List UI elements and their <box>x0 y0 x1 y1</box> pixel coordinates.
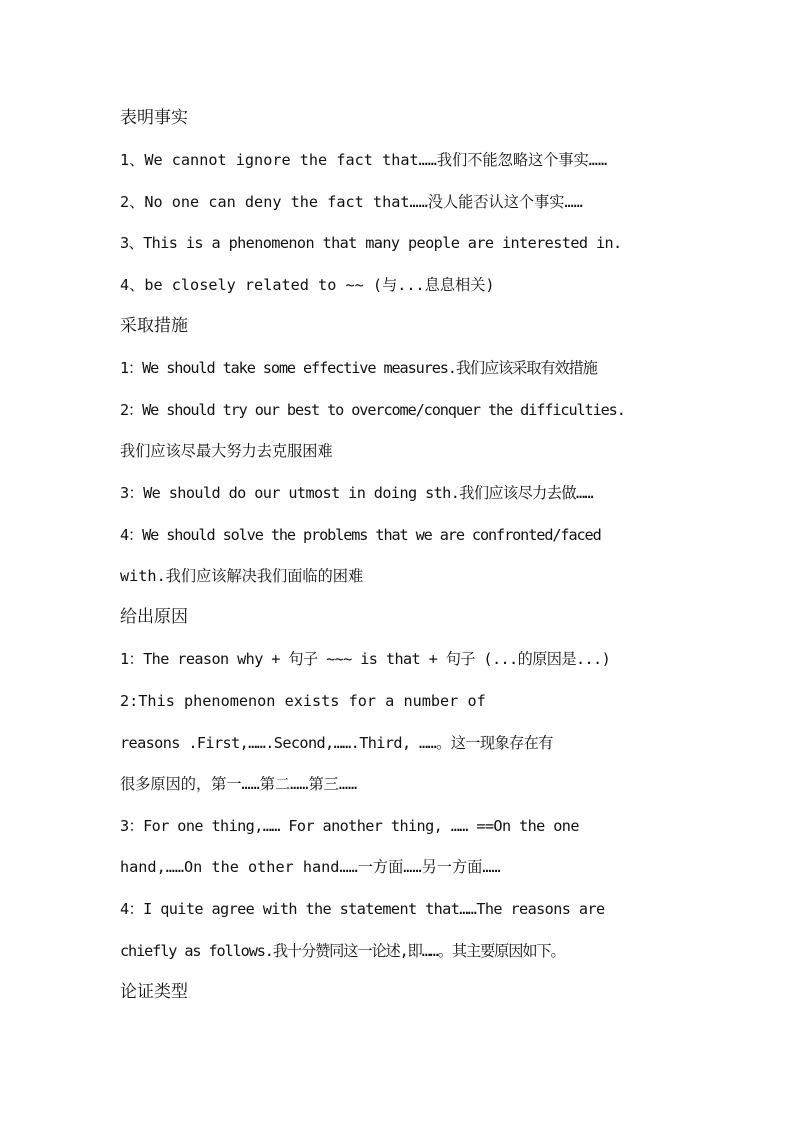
text-line: 2、No one can deny the fact that……没人能否认这个事实…… <box>120 193 583 211</box>
text-line: 4：We should solve the problems that we are confronted/faced <box>120 526 601 544</box>
text-line: hand,……On the other hand……一方面……另一方面…… <box>120 858 501 876</box>
section-heading: 论证类型 <box>120 982 188 1002</box>
section-heading: 采取措施 <box>120 316 188 336</box>
text-line: 3、This is a phenomenon that many people are interested in. <box>120 234 622 252</box>
text-line: 3：For one thing,…… For another thing, …… ==On the one <box>120 817 579 835</box>
text-line: 1：We should take some effective measures.我们应该采取有效措施 <box>120 359 597 377</box>
text-line: 4、be closely related to ~~ (与...息息相关) <box>120 276 495 294</box>
text-line: 2：We should try our best to overcome/conquer the difficulties. <box>120 401 625 419</box>
text-line: reasons .First,…….Second,…….Third, ……。这一现象存在有 <box>120 734 553 752</box>
text-line: 3：We should do our utmost in doing sth.我们应该尽力去做…… <box>120 484 594 502</box>
text-line: 1、We cannot ignore the fact that……我们不能忽略这个事实…… <box>120 151 608 169</box>
text-line: 4：I quite agree with the statement that……The reasons are <box>120 900 605 918</box>
section-heading: 给出原因 <box>120 607 188 627</box>
text-line: with.我们应该解决我们面临的困难 <box>120 567 364 585</box>
text-line: chiefly as follows.我十分赞同这一论述,即……。其主要原因如下。 <box>120 942 565 960</box>
text-line: 我们应该尽最大努力去克服困难 <box>120 442 333 460</box>
section-heading: 表明事实 <box>120 108 188 128</box>
text-line: 1：The reason why + 句子 ~~~ is that + 句子 (...的原因是...) <box>120 650 611 668</box>
text-line: 2:This phenomenon exists for a number of <box>120 692 486 710</box>
text-line: 很多原因的，第一……第二……第三…… <box>120 775 358 793</box>
